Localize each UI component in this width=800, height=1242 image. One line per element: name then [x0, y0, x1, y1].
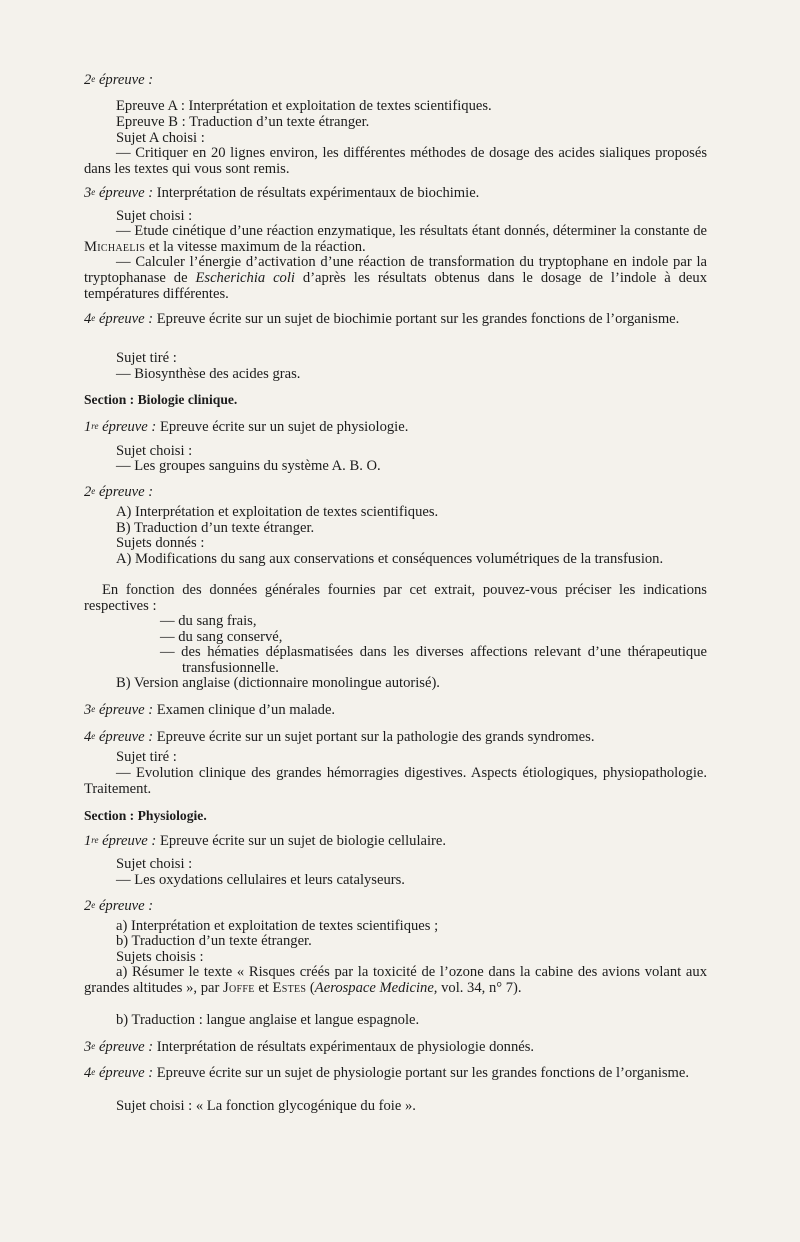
author-estes: Estes — [272, 980, 307, 996]
epreuve-text: Epreuve écrite sur un sujet de biochimie portant sur les grandes fonctions de l’organisme. — [156, 311, 680, 327]
epreuve-number: 1 — [84, 419, 92, 435]
epreuve-text: Interprétation de résultats expérimentaux de physiologie donnés. — [156, 1039, 535, 1055]
journal-name: Aerospace Medicine, — [314, 980, 438, 996]
etude-paragraph — [84, 223, 707, 255]
epreuve-word: épreuve : — [98, 729, 154, 745]
sujet-tire: Sujet tiré : — [116, 749, 177, 765]
epreuve-sup: e — [91, 1041, 96, 1051]
traduction-line: b) Traduction : langue anglaise et langue espagnole. — [116, 1012, 420, 1028]
resumer-paragraph: a) Résumer le texte « Risques créés par la toxicité de l’ozone dans la cabine des avions volant aux grandes altitudes », par Joffe et Estes (Aerospace Medicine, vol. 34, n° 7). — [84, 964, 707, 996]
resumer-text: a) Résumer le texte « Risques créés par la toxicité de l’ozone dans la cabine des avions volant aux grandes altitudes », par — [84, 964, 707, 996]
epreuve-word: épreuve : — [102, 833, 157, 849]
epreuve-2-heading — [84, 484, 707, 500]
critiquer-paragraph: — Critiquer en 20 lignes environ, les différentes méthodes de dosage des acides sialiques proposés dans les textes qui vous sont remis. — [84, 145, 707, 177]
epreuve-number: 2 — [84, 484, 92, 500]
calculer-text: — Calculer l’énergie d’activation d’une réaction de transformation du tryptophane en indole par la tryptophanase de — [84, 254, 707, 286]
epreuve-text: Epreuve écrite sur un sujet de biologie cellulaire. — [159, 833, 447, 849]
epreuve-number: 1 — [84, 833, 92, 849]
epreuve-word: épreuve : — [98, 702, 154, 718]
sujet-choisi: Sujet choisi : — [116, 443, 193, 459]
oxydations-line: — Les oxydations cellulaires et leurs catalyseurs. — [116, 872, 405, 888]
calculer-paragraph — [84, 254, 707, 302]
epreuve-text: Epreuve écrite sur un sujet de physiologie portant sur les grandes fonctions de l’organisme. — [156, 1065, 690, 1081]
epreuve-sup: e — [91, 486, 96, 496]
epreuve-sup: e — [91, 900, 96, 910]
epreuve-word: épreuve : — [98, 1065, 154, 1081]
epreuve-word: épreuve : — [98, 484, 154, 500]
epreuve-number: 2 — [84, 72, 92, 88]
epreuve-word: épreuve : — [98, 72, 154, 88]
sujet-choisi: Sujet choisi : — [116, 856, 193, 872]
epreuve-1-heading — [84, 419, 707, 435]
biosynthese-line: — Biosynthèse des acides gras. — [116, 366, 301, 382]
epreuve-sup: re — [91, 835, 99, 845]
epreuve-2-heading — [84, 898, 707, 914]
section-title-physiologie: Section : Physiologie. — [84, 808, 207, 823]
evolution-paragraph: — Evolution clinique des grandes hémorragies digestives. Aspects étiologiques, physiopathologie. Traitement. — [84, 765, 707, 797]
epreuve-word: épreuve : — [98, 898, 154, 914]
epreuve-number: 3 — [84, 185, 92, 201]
epreuve-number: 4 — [84, 311, 92, 327]
list-item: — des hématies déplasmatisées dans les diverses affections relevant d’une thérapeutique transfusionnelle. — [160, 644, 707, 676]
sujets-donnes: Sujets donnés : — [116, 535, 205, 551]
epreuve-number: 4 — [84, 729, 92, 745]
glycogenique-line: Sujet choisi : « La fonction glycogénique du foie ». — [116, 1098, 416, 1114]
etude-text: — Etude cinétique d’une réaction enzymatique, les résultats étant donnés, déterminer la constante de — [116, 223, 707, 239]
epreuve-1-heading — [84, 833, 707, 849]
epreuve-sup: e — [91, 731, 96, 741]
section-title-biologie-clinique: Section : Biologie clinique. — [84, 392, 238, 407]
epreuve-sup: e — [91, 704, 96, 714]
epreuve-b-line: Epreuve B : Traduction d’un texte étranger. — [116, 114, 370, 130]
calculer-end: d’après les résultats obtenus dans le dosage de l’indole à deux températures différentes. — [84, 270, 707, 302]
epreuve-text: Interprétation de résultats expérimentaux de biochimie. — [156, 185, 480, 201]
epreuve-word: épreuve : — [98, 311, 154, 327]
and-word: et — [258, 980, 269, 996]
epreuve-word: épreuve : — [98, 1039, 154, 1055]
epreuve-4-heading — [84, 1065, 707, 1081]
epreuve-word: épreuve : — [98, 185, 154, 201]
item-a: a) Interprétation et exploitation de textes scientifiques ; — [116, 918, 439, 934]
epreuve-number: 2 — [84, 898, 92, 914]
epreuve-number: 4 — [84, 1065, 92, 1081]
sujet-a-choisi: Sujet A choisi : — [116, 130, 205, 146]
epreuve-3-heading — [84, 185, 707, 201]
epreuve-3-heading — [84, 702, 707, 718]
epreuve-sup: e — [91, 187, 96, 197]
epreuve-a-line: Epreuve A : Interprétation et exploitation de textes scientifiques. — [116, 98, 492, 114]
author-joffe: Joffe — [223, 980, 255, 996]
epreuve-text: Epreuve écrite sur un sujet de physiologie. — [159, 419, 409, 435]
sujets-choisis: Sujets choisis : — [116, 949, 204, 965]
epreuve-text: Epreuve écrite sur un sujet portant sur la pathologie des grands syndromes. — [156, 729, 595, 745]
epreuve-sup: e — [91, 74, 96, 84]
epreuve-word: épreuve : — [102, 419, 157, 435]
item-b: b) Traduction d’un texte étranger. — [116, 933, 312, 949]
michaelis-name: Michaelis — [84, 239, 146, 255]
epreuve-text: Examen clinique d’un malade. — [156, 702, 336, 718]
epreuve-3-heading — [84, 1039, 707, 1055]
epreuve-number: 3 — [84, 702, 92, 718]
sujet-choisi: Sujet choisi : — [116, 208, 193, 224]
modifications-paragraph: A) Modifications du sang aux conservations et conséquences volumétriques de la transfusion. — [116, 551, 664, 567]
journal-volume: vol. 34, n° 7). — [441, 980, 522, 996]
epreuve-sup: re — [91, 421, 99, 431]
item-a: A) Interprétation et exploitation de textes scientifiques. — [116, 504, 439, 520]
epreuve-4-heading — [84, 729, 707, 745]
etude-end: et la vitesse maximum de la réaction. — [148, 239, 366, 255]
epreuve-sup: e — [91, 1067, 96, 1077]
sujet-tire: Sujet tiré : — [116, 350, 177, 366]
epreuve-2-heading — [84, 72, 707, 88]
ecoli-name: Escherichia coli — [195, 270, 295, 286]
list-item: — du sang frais, — [160, 613, 257, 629]
item-b: B) Traduction d’un texte étranger. — [116, 520, 315, 536]
en-fonction-paragraph: En fonction des données générales fournies par cet extrait, pouvez-vous préciser les indications respectives : — [84, 582, 707, 614]
groupes-line: — Les groupes sanguins du système A. B. O. — [116, 458, 381, 474]
epreuve-number: 3 — [84, 1039, 92, 1055]
version-line: B) Version anglaise (dictionnaire monolingue autorisé). — [116, 675, 440, 691]
list-item: — du sang conservé, — [160, 629, 283, 645]
epreuve-4-heading — [84, 311, 707, 327]
epreuve-sup: e — [91, 313, 96, 323]
